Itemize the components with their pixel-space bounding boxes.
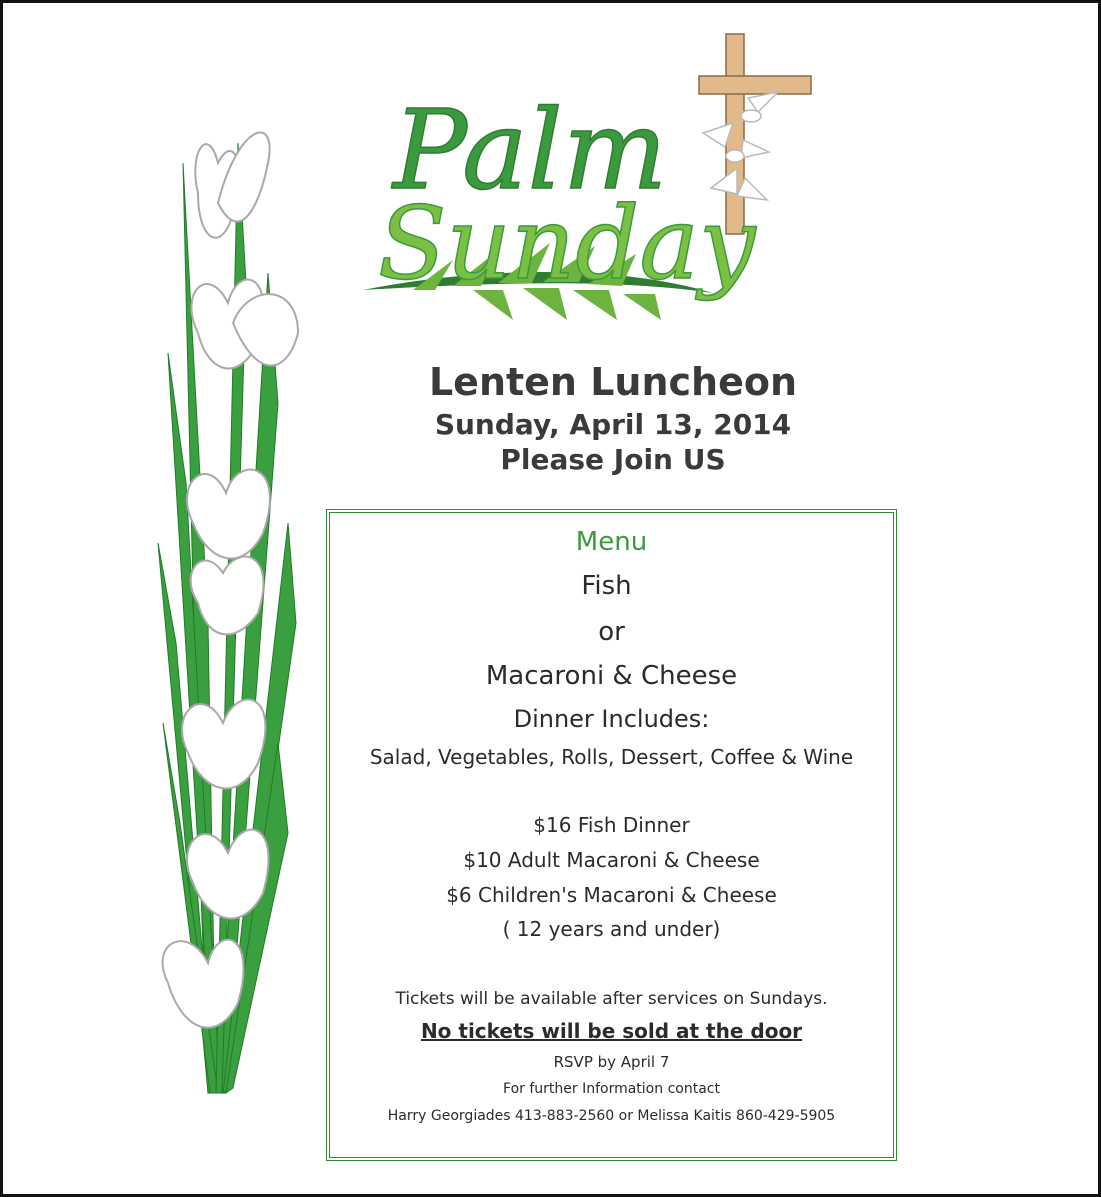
svg-text:Palm: Palm (393, 86, 668, 214)
contact-line: Harry Georgiades 413-883-2560 or Melissa Kaitis 860-429-5905 (387, 1108, 836, 1124)
event-invite: Please Join US (500, 443, 726, 476)
lily-stalk-illustration (138, 103, 323, 1113)
dinner-includes-label: Dinner Includes: (513, 705, 710, 733)
price-item: $10 Adult Macaroni & Cheese (463, 848, 760, 872)
menu-conjunction: or (598, 617, 625, 647)
tickets-note: Tickets will be available after services on Sundays. (395, 989, 828, 1009)
price-note: ( 12 years and under) (502, 917, 721, 941)
menu-box (326, 509, 897, 1161)
event-title: Lenten Luncheon (428, 360, 798, 404)
menu-option-mac: Macaroni & Cheese (485, 661, 738, 691)
menu-option-fish: Fish (581, 571, 632, 601)
svg-text:Sunday: Sunday (378, 185, 756, 302)
palm-sunday-logo (353, 28, 833, 338)
dinner-includes-list: Salad, Vegetables, Rolls, Dessert, Coffee & Wine (369, 745, 854, 769)
rsvp-note: RSVP by April 7 (553, 1053, 670, 1071)
event-date: Sunday, April 13, 2014 (434, 408, 792, 441)
no-door-sales: No tickets will be sold at the door (420, 1019, 803, 1043)
info-label: For further Information contact (503, 1081, 720, 1097)
price-item: $6 Children's Macaroni & Cheese (446, 883, 777, 907)
menu-title: Menu (575, 527, 648, 557)
price-item: $16 Fish Dinner (533, 813, 690, 837)
